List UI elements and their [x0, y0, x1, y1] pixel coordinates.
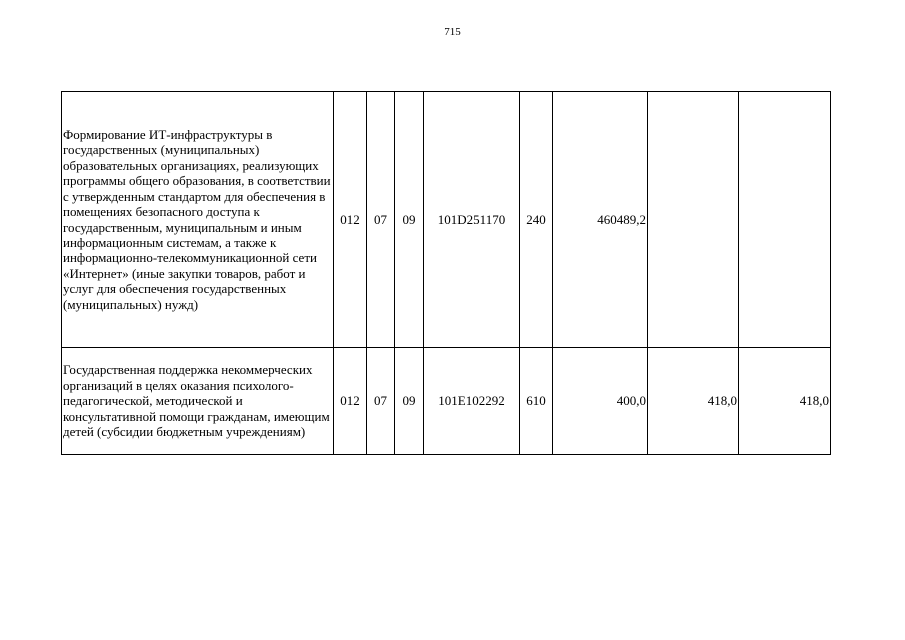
row-section-code: 07 — [367, 92, 395, 348]
row-subsection-code: 09 — [395, 348, 424, 455]
row-description: Формирование ИТ-инфраструктуры в государственных (муниципальных) образовательных организациях, реализующих программы общего образования, в соответствии с утвержденным стандартом для обеспечения в помещениях безопасного доступа к государственным, муниципальным и иным информационным системам, а также к информационно-телекоммуникационной сети «Интернет» (иные закупки товаров, работ и услуг для обеспечения государственных (муниципальных) нужд) — [62, 92, 334, 348]
row-section-code: 07 — [367, 348, 395, 455]
row-sum-year-1: 460489,2 — [553, 92, 648, 348]
table-row — [62, 348, 831, 455]
row-sum-year-2: 418,0 — [648, 348, 739, 455]
row-expense-type-code: 240 — [520, 92, 553, 348]
row-subsection-code: 09 — [395, 92, 424, 348]
row-grbs-code: 012 — [334, 348, 367, 455]
row-sum-year-3 — [739, 92, 831, 348]
page-number: 715 — [444, 26, 461, 38]
budget-table — [61, 91, 831, 455]
row-description: Государственная поддержка некоммерческих организаций в целях оказания психолого-педагогической, методической и консультативной помощи гражданам, имеющим детей (субсидии бюджетным учреждениям) — [62, 348, 334, 455]
row-target-article-code: 101E102292 — [424, 348, 520, 455]
row-target-article-code: 101D251170 — [424, 92, 520, 348]
row-sum-year-2 — [648, 92, 739, 348]
table-row — [62, 92, 831, 348]
row-expense-type-code: 610 — [520, 348, 553, 455]
row-sum-year-3: 418,0 — [739, 348, 831, 455]
row-grbs-code: 012 — [334, 92, 367, 348]
row-sum-year-1: 400,0 — [553, 348, 648, 455]
